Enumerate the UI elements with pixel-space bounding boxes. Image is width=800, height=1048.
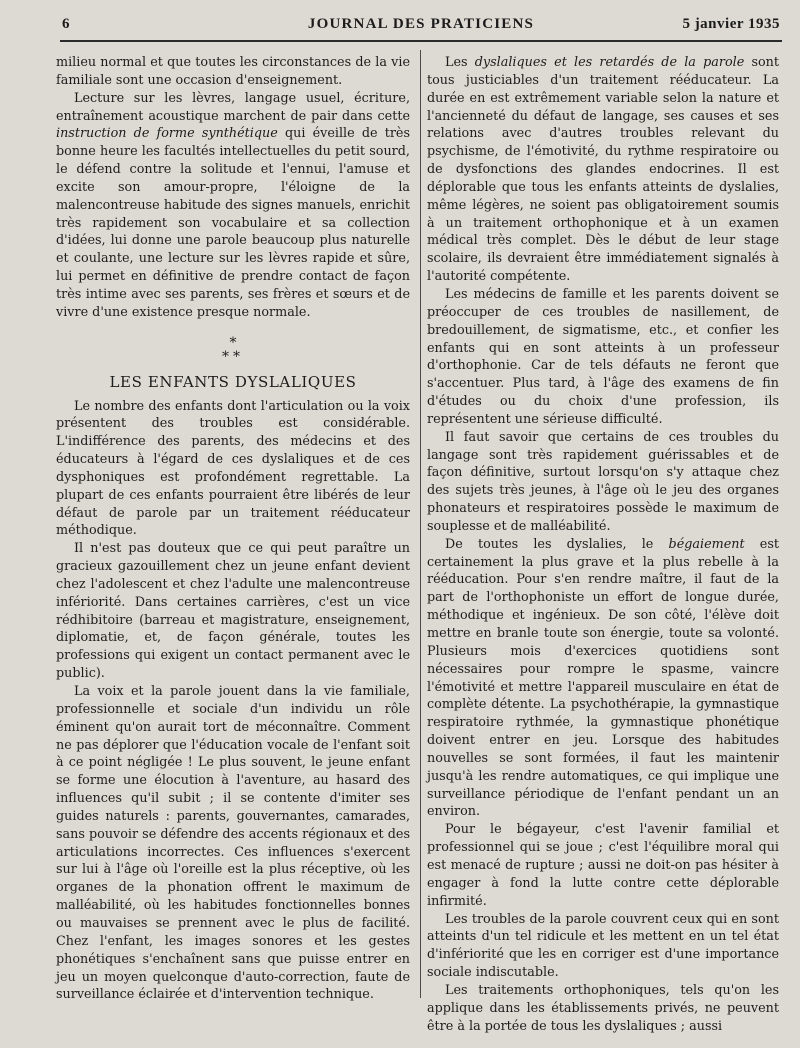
paragraph: Les médecins de famille et les parents doivent se préoccuper de ces troubles de nasillement, de bredouillement, de sigmatisme, etc., et confier les enfants qui en sont atteints à un professeur d'orthophonie. Car de tels défauts ne feront que s'accentuer. Plus tard, à l'âge des examens de fin d'études ou du choix d'une profession, ils représentent une sérieuse difficulté. — [427, 286, 779, 427]
paragraph: Les traitements orthophoniques, tels qu'on les applique dans les établissements privés, ne peuvent être à la portée de tous les dyslaliques ; aussi — [427, 982, 779, 1034]
paragraph: Pour le bégayeur, c'est l'avenir familial et professionnel qui se joue ; c'est l'équilibre moral qui est menacé de rupture ; aussi ne doit-on pas hésiter à engager à fond la lutte contre cette déplorable infirmité. — [427, 822, 779, 909]
text-run: qui éveille de très bonne heure les facultés intellectuelles du petit sourd, le défend contre la solitude et l'ennui, l'amuse et excite son amour-propre, l'éloigne de la malencontreuse habitude des signes manuels, enrichit très rapidement son vocabulaire et sa collection d'idées, lui donne une parole beaucoup plus naturelle et coulante, une lecture sur les lèvres rapide et sûre, lui permet en définitive de prendre contact de façon très intime avec ses parents, ses frères et sœurs et de vivre d'une existence presque normale. — [56, 126, 411, 320]
issue-date: 5 janvier 1935 — [682, 16, 780, 32]
left-column — [56, 54, 410, 1004]
page-header — [62, 16, 780, 38]
section-asterism — [56, 336, 410, 364]
header-rule — [60, 40, 782, 42]
paragraph: Les troubles de la parole couvrent ceux qui en sont atteints d'un tel ridicule et les mettent en un tel état d'infériorité que les en corriger est d'une importance sociale indiscutable. — [427, 911, 779, 981]
paragraph — [427, 536, 779, 822]
text-run: Les — [445, 55, 475, 70]
text-run: Lecture sur les lèvres, langage usuel, écriture, entraînement acoustique marchent de pair dans cette — [56, 90, 410, 124]
column-divider — [420, 50, 421, 998]
section-heading: LES ENFANTS DYSLALIQUES — [109, 372, 357, 391]
asterism-bottom: ** — [222, 348, 244, 365]
paragraph: milieu normal et que toutes les circonstances de la vie familiale sont une occasion d'enseignement. — [56, 55, 410, 88]
paragraph: Il faut savoir que certains de ces troubles du langage sont très rapidement guérissables et de façon définitive, surtout lorsqu'on s'y attaque chez des sujets très jeunes, à l'âge où le jeu des organes phonateurs et respiratoires possède le maximum de souplesse et de malléabilité. — [427, 429, 779, 534]
right-column — [427, 54, 779, 1035]
asterism-top: * — [229, 334, 237, 351]
text-run: De toutes les dyslalies, le — [445, 536, 669, 552]
paragraph: La voix et la parole jouent dans la vie familiale, professionnelle et sociale d'un individu un rôle éminent qu'on aurait tort de méconnaître. Comment ne pas déplorer que l'éducation vocale de l'enfant soit à ce point négligée ! Le plus souvent, le jeune enfant se forme une élocution à l'aventure, au hasard des influences qu'il subit ; il se contente d'imiter ses guides naturels : parents, gouvernantes, camarades, sans pouvoir se défendre des accents régionaux et des articulations incorrectes. Ces influences s'exercent sur lui à l'âge où l'oreille est la plus réceptive, où les organes de la phonation offrent le maximum de malléabilité, où les habitudes fonctionnelles bonnes ou mauvaises se prennent avec le plus de facilité. Chez l'enfant, les images sonores et les gestes phonétiques s'enchaînent sans que puisse entrer en jeu un moyen quelconque d'auto-correction, faute de surveillance éclairée et d'intervention technique. — [56, 684, 410, 1003]
journal-title: JOURNAL DES PRATICIENS — [307, 16, 535, 32]
emphasis-text: dyslaliques et les retardés de la parole — [474, 55, 745, 70]
paragraph — [427, 54, 779, 286]
emphasis-text: instruction de forme synthétique — [56, 126, 278, 142]
emphasis-text: bégaiement — [668, 536, 745, 552]
text-run: sont tous justiciables d'un traitement rééducateur. La durée en est extrêmement variable selon la nature et l'ancienneté du défaut de langage, ses causes et ses relations avec d'autres troubles relevant du psychisme, de l'émotivité, du rythme respiratoire ou de dysfonctions des glandes endocrines. Il est déplorable que tous les enfants atteints de dyslalies, même légères, ne soient pas obligatoirement soumis à un traitement orthophonique et à un examen médical très complet. Dès le début de leur stage scolaire, ils devraient être immédiatement signalés à l'autorité compétente. — [427, 55, 780, 285]
paragraph — [56, 90, 410, 322]
text-run: est certainement la plus grave et la plus rebelle à la rééducation. Pour s'en rendre maître, il faut de la part de l'orthophoniste un effort de longue durée, méthodique et ingénieux. De son côté, l'élève doit mettre en branle toute son énergie, toute sa volonté. Plusieurs mois d'exercices quotidiens sont nécessaires pour rompre le spasme, vaincre l'émotivité et mettre l'appareil musculaire en état de complète détente. La psychothérapie, la gymnastique respiratoire rythmée, la gymnastique phonétique doivent entrer en jeu. Lorsque des habitudes nouvelles se sont formées, il faut les maintenir jusqu'à les rendre automatiques, ce qui implique une surveillance périodique de l'enfant pendant un an environ. — [427, 536, 779, 820]
page-number: 6 — [62, 16, 70, 32]
paragraph: Le nombre des enfants dont l'articulation ou la voix présentent des troubles est considérable. L'indifférence des parents, des médecins et des éducateurs à l'égard de ces dyslaliques et de ces dysphoniques est profondément regrettable. La plupart de ces enfants pourraient être libérés de leur défaut de parole par un traitement rééducateur méthodique. — [56, 398, 410, 539]
paragraph: Il n'est pas douteux que ce qui peut paraître un gracieux gazouillement chez un jeune enfant devient chez l'adolescent et chez l'adulte une malencontreuse infériorité. Dans certaines carrières, c'est un vice rédhibitoire (barreau et magistrature, enseignement, diplomatie, et, de façon générale, toutes les professions qui exigent un contact permanent avec le public). — [56, 541, 410, 682]
